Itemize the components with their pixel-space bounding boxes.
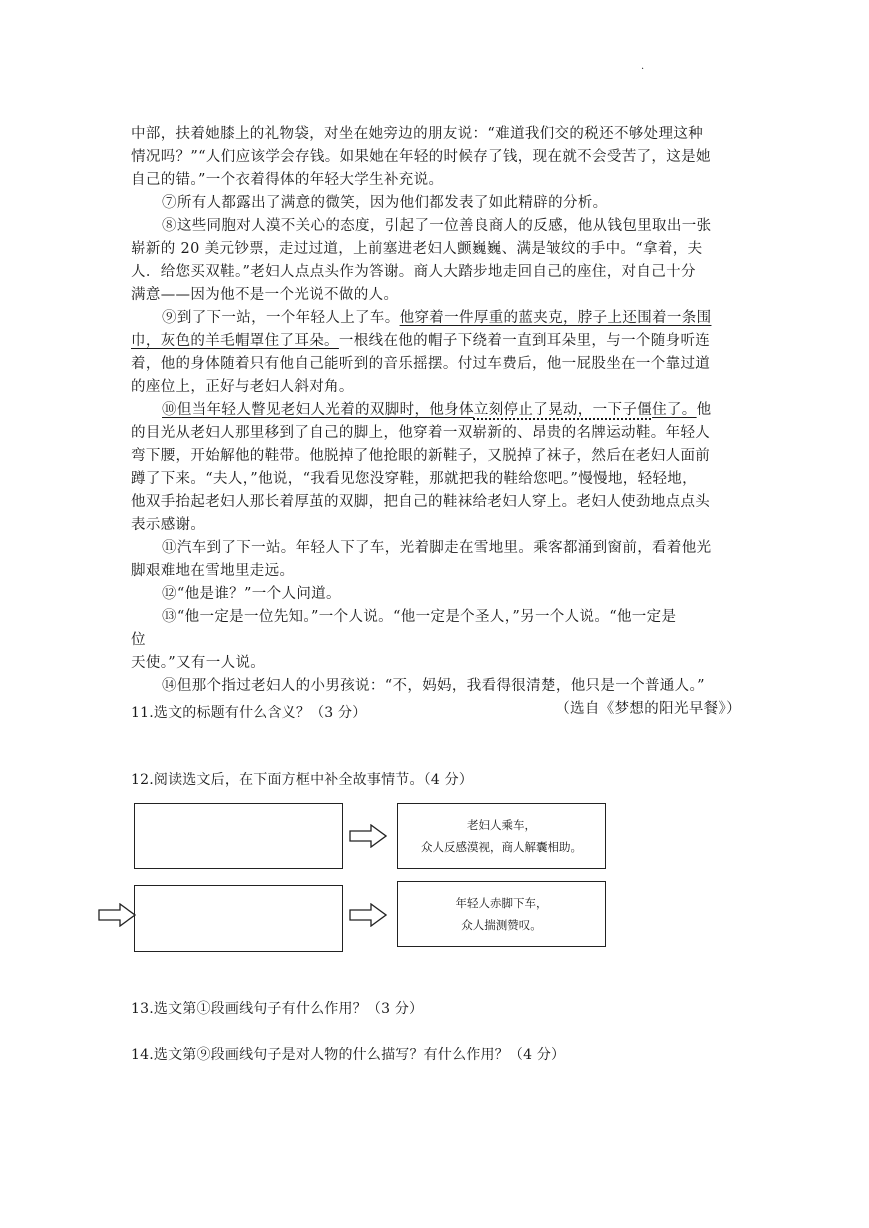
paragraph-10-line: 的目光从老妇人那里移到了自己的脚上，他穿着一双崭新的、昂贵的名牌运动鞋。年轻人 (131, 425, 711, 441)
paragraph-12: ⑫“他是谁？”一个人问道。 (162, 586, 341, 602)
paragraph-9-text: ⑨到了下一站，一个年轻人上了车。 (162, 310, 400, 326)
question-12: 12.阅读选文后，在下面方框中补全故事情节。（4 分） (131, 772, 474, 788)
right-arrow-icon (98, 903, 136, 927)
paragraph-8-line: ⑧这些同胞对人漠不关心的态度，引起了一位善良商人的反感，他从钱包里取出一张 (162, 218, 712, 234)
box-line: 年轻人赤脚下车， (455, 896, 548, 910)
right-arrow-icon (349, 903, 387, 927)
paragraph-10-line: 他双手抬起老妇人那长着厚茧的双脚，把自己的鞋袜给老妇人穿上。老妇人使劲地点点头 (131, 494, 711, 510)
paragraph-6-line: 自己的错。”一个衣着得体的年轻大学生补充说。 (131, 172, 444, 188)
answer-box-bottom-left[interactable] (134, 885, 343, 952)
paragraph-9-line: 着，他的身体随着只有他自己能听到的音乐摇摆。付过车费后，他一屁股坐在一个靠过道 (131, 356, 711, 372)
dotted-emphasis: 立刻停止了晃动，一下子僵 (473, 402, 653, 418)
page-marker: · (641, 64, 645, 75)
paragraph-6-line: 情况吗？”“人们应该学会存钱。如果她在年轻的时候存了钱，现在就不会受苦了，这是她 (131, 149, 711, 165)
paragraph-13-line: 天使。”又有一人说。 (131, 655, 266, 671)
paragraph-10-line: 表示感谢。 (131, 517, 206, 533)
underlined-sentence: 住了。 (652, 402, 697, 418)
paragraph-10-line: 弯下腰，开始解他的鞋带。他脱掉了他抢眼的新鞋子，又脱掉了袜子，然后在老妇人面前 (131, 448, 711, 464)
paragraph-8-line: 人．给您买双鞋。”老妇人点点头作为答谢。商人大踏步地走回自己的座住，对自己十分 (131, 264, 696, 280)
paragraph-9-line (131, 330, 710, 352)
story-box-bottom-right (397, 881, 606, 947)
paragraph-8-line: 崭新的 20 美元钞票，走过过道，上前塞进老妇人颤巍巍、满是皱纹的手中。“拿着，夫 (131, 241, 703, 257)
paragraph-10-line (162, 399, 711, 421)
paragraph-13-line: 位 (131, 632, 146, 648)
paragraph-11-line: ⑪汽车到了下一站。年轻人下了车，光着脚走在雪地里。乘客都涌到窗前，看着他光 (162, 540, 712, 556)
answer-box-top-left[interactable] (134, 803, 343, 869)
box-line: 众人反感漠视，商人解囊相助。 (421, 840, 582, 854)
paragraph-9-text: 一根线在他的帽子下绕着一直到耳朵里，与一个随身听连 (338, 333, 711, 349)
question-13: 13.选文第①段画线句子有什么作用？（3 分） (131, 1001, 424, 1017)
paragraph-8-line: 满意——因为他不是一个光说不做的人。 (131, 287, 399, 303)
underlined-sentence: ⑩但当年轻人瞥见老妇人光着的双脚时，他身体 (162, 402, 474, 418)
question-14: 14.选文第⑨段画线句子是对人物的什么描写？有什么作用？（4 分） (131, 1047, 566, 1063)
underlined-sentence: 他穿着一件厚重的蓝夹克，脖子上还围着一条围 (399, 310, 712, 326)
paragraph-10-line: 蹲了下来。“夫人，”他说，“我看见您没穿鞋，那就把我的鞋给您吧。”慢慢地，轻轻地， (131, 471, 697, 487)
paragraph-9-line (162, 307, 711, 329)
box-line: 众人揣测赞叹。 (461, 918, 542, 932)
paragraph-7: ⑦所有人都露出了满意的微笑，因为他们都发表了如此精辟的分析。 (162, 195, 608, 211)
paragraph-14: ⑭但那个指过老妇人的小男孩说：“不，妈妈，我看得很清楚，他只是一个普通人。” (162, 678, 705, 694)
underlined-sentence: 巾，灰色的羊毛帽罩住了耳朵。 (131, 333, 339, 349)
box-line: 老妇人乘车， (467, 818, 536, 832)
paragraph-13-line: ⑬“他一定是一位先知。”一个人说。“他一定是个圣人，”另一个人说。“他一定是 (162, 609, 677, 625)
right-arrow-icon (349, 824, 387, 848)
paragraph-10-text: 他 (696, 402, 712, 418)
paragraph-11-line: 脚艰难地在雪地里走远。 (131, 563, 295, 579)
paragraph-9-line: 的座位上，正好与老妇人斜对角。 (131, 379, 354, 395)
paragraph-6-line: 中部，扶着她膝上的礼物袋，对坐在她旁边的朋友说：“难道我们交的税还不够处理这种 (131, 126, 704, 142)
story-box-top-right (397, 803, 606, 869)
source-citation: （选自《梦想的阳光早餐》） (555, 701, 741, 717)
question-11: 11.选文的标题有什么含义？（3 分） (131, 705, 367, 721)
